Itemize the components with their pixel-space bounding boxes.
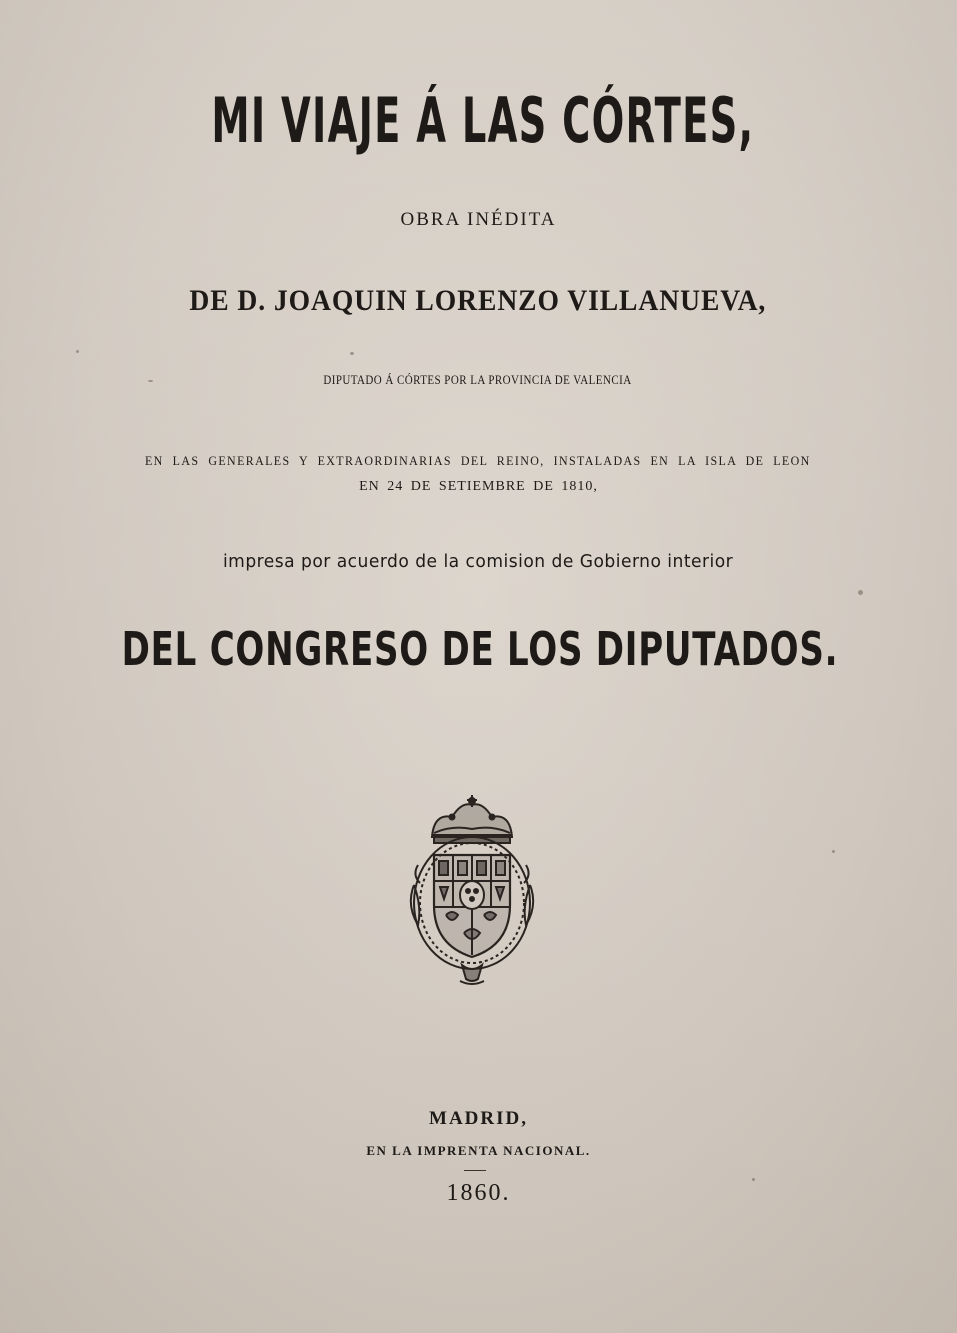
printed-by-line: impresa por acuerdo de la comision de Gobierno interior xyxy=(222,551,734,572)
paper-speck xyxy=(858,590,863,595)
author-line: DE D. JOAQUIN LORENZO VILLANUEVA, xyxy=(189,284,767,317)
institution-heading: DEL CONGRESO DE LOS DIPUTADOS. xyxy=(121,622,839,676)
imprint-printer: EN LA IMPRENTA NACIONAL. xyxy=(366,1143,591,1158)
cortes-line: EN LAS GENERALES Y EXTRAORDINARIAS DEL REINO, INSTALADAS EN LA ISLA DE LEON xyxy=(144,453,811,468)
date-line: EN 24 DE SETIEMBRE DE 1810, xyxy=(359,479,598,494)
book-title: MI VIAJE Á LAS CÓRTES, xyxy=(211,84,755,157)
paper-speck xyxy=(350,352,354,355)
imprint-divider xyxy=(464,1170,486,1171)
imprint-year: 1860. xyxy=(446,1180,511,1206)
deputy-line: DIPUTADO Á CÓRTES POR LA PROVINCIA DE VALENCIA xyxy=(323,373,632,387)
coat-of-arms-icon xyxy=(404,795,540,987)
paper-speck xyxy=(752,1178,755,1181)
paper-speck xyxy=(832,850,835,853)
paper-speck xyxy=(76,350,79,353)
paper-speck xyxy=(148,380,153,382)
imprint-city: MADRID, xyxy=(429,1108,528,1129)
book-subtitle: OBRA INÉDITA xyxy=(400,209,557,230)
